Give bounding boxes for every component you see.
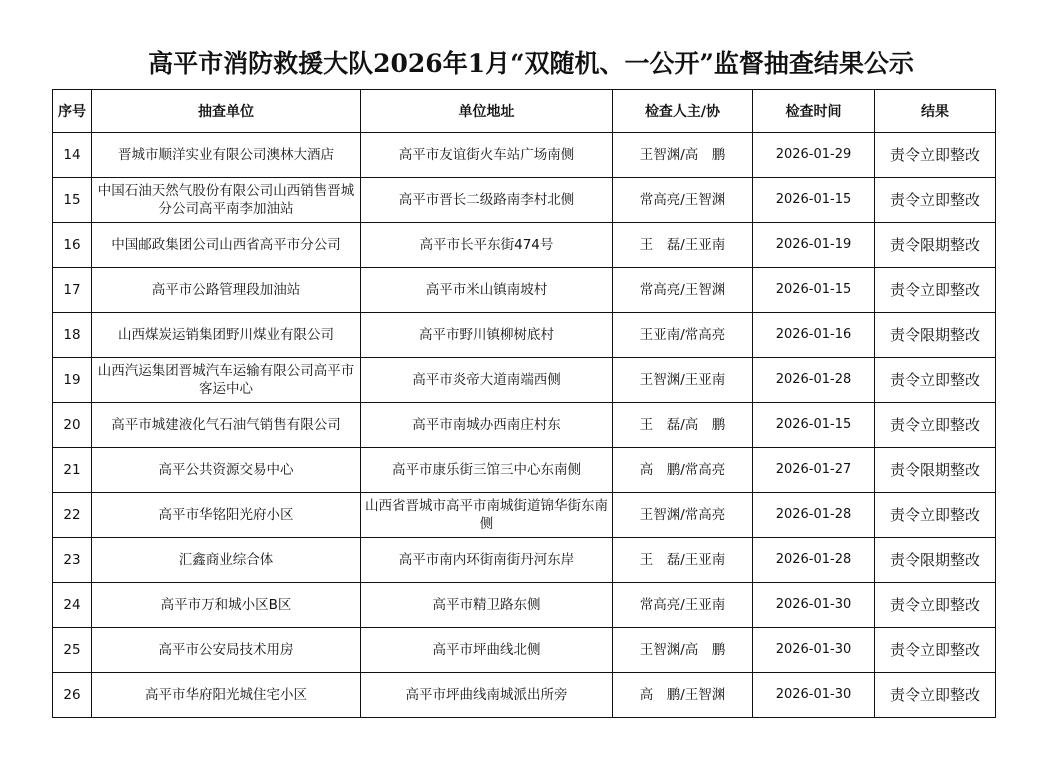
- inspection-results-table: [52, 89, 996, 718]
- cell-inspectors: 王 磊/高 鹏: [613, 403, 753, 448]
- header-address: 单位地址: [361, 90, 613, 133]
- cell-unit: 高平市华铭阳光府小区: [92, 493, 361, 538]
- table-row: [53, 133, 996, 178]
- cell-address: 高平市米山镇南坡村: [361, 268, 613, 313]
- cell-result: 责令立即整改: [875, 403, 996, 448]
- header-result: 结果: [875, 90, 996, 133]
- cell-date: 2026-01-28: [753, 493, 875, 538]
- cell-address: 高平市炎帝大道南端西侧: [361, 358, 613, 403]
- table-row: [53, 268, 996, 313]
- header-date: 检查时间: [753, 90, 875, 133]
- cell-address: 高平市南城办西南庄村东: [361, 403, 613, 448]
- table-body: [53, 133, 996, 718]
- cell-inspectors: 高 鹏/王智渊: [613, 673, 753, 718]
- cell-unit: 高平公共资源交易中心: [92, 448, 361, 493]
- table-row: [53, 673, 996, 718]
- cell-result: 责令立即整改: [875, 133, 996, 178]
- cell-inspectors: 王智渊/高 鹏: [613, 133, 753, 178]
- cell-result: 责令立即整改: [875, 673, 996, 718]
- table-header-row: [53, 90, 996, 133]
- cell-index: 15: [53, 178, 92, 223]
- cell-inspectors: 王智渊/王亚南: [613, 358, 753, 403]
- cell-result: 责令限期整改: [875, 313, 996, 358]
- cell-inspectors: 常高亮/王亚南: [613, 583, 753, 628]
- cell-result: 责令立即整改: [875, 178, 996, 223]
- cell-index: 18: [53, 313, 92, 358]
- header-index: 序号: [53, 90, 92, 133]
- cell-unit: 高平市公路管理段加油站: [92, 268, 361, 313]
- cell-date: 2026-01-27: [753, 448, 875, 493]
- cell-index: 23: [53, 538, 92, 583]
- table-row: [53, 628, 996, 673]
- table-row: [53, 403, 996, 448]
- cell-inspectors: 王 磊/王亚南: [613, 538, 753, 583]
- table-row: [53, 313, 996, 358]
- cell-address: 高平市坪曲线南城派出所旁: [361, 673, 613, 718]
- table-row: [53, 583, 996, 628]
- cell-date: 2026-01-19: [753, 223, 875, 268]
- cell-address: 高平市坪曲线北侧: [361, 628, 613, 673]
- table-row: [53, 223, 996, 268]
- cell-inspectors: 王亚南/常高亮: [613, 313, 753, 358]
- cell-result: 责令立即整改: [875, 358, 996, 403]
- cell-index: 20: [53, 403, 92, 448]
- cell-index: 25: [53, 628, 92, 673]
- cell-address: 高平市康乐街三馆三中心东南侧: [361, 448, 613, 493]
- table-row: [53, 178, 996, 223]
- cell-address: 高平市长平东街474号: [361, 223, 613, 268]
- cell-date: 2026-01-30: [753, 583, 875, 628]
- table-row: [53, 493, 996, 538]
- cell-unit: 高平市华府阳光城住宅小区: [92, 673, 361, 718]
- cell-unit: 山西汽运集团晋城汽车运输有限公司高平市客运中心: [92, 358, 361, 403]
- cell-inspectors: 常高亮/王智渊: [613, 178, 753, 223]
- cell-index: 14: [53, 133, 92, 178]
- cell-index: 16: [53, 223, 92, 268]
- cell-date: 2026-01-30: [753, 673, 875, 718]
- cell-unit: 中国邮政集团公司山西省高平市分公司: [92, 223, 361, 268]
- cell-unit: 高平市万和城小区B区: [92, 583, 361, 628]
- cell-date: 2026-01-28: [753, 358, 875, 403]
- cell-date: 2026-01-15: [753, 178, 875, 223]
- cell-unit: 汇鑫商业综合体: [92, 538, 361, 583]
- table-row: [53, 538, 996, 583]
- cell-index: 19: [53, 358, 92, 403]
- cell-result: 责令立即整改: [875, 583, 996, 628]
- cell-index: 24: [53, 583, 92, 628]
- cell-date: 2026-01-15: [753, 403, 875, 448]
- cell-inspectors: 王智渊/常高亮: [613, 493, 753, 538]
- table-row: [53, 358, 996, 403]
- cell-date: 2026-01-29: [753, 133, 875, 178]
- cell-result: 责令限期整改: [875, 538, 996, 583]
- cell-result: 责令限期整改: [875, 223, 996, 268]
- cell-date: 2026-01-28: [753, 538, 875, 583]
- cell-inspectors: 常高亮/王智渊: [613, 268, 753, 313]
- cell-unit: 中国石油天然气股份有限公司山西销售晋城分公司高平南李加油站: [92, 178, 361, 223]
- cell-address: 高平市晋长二级路南李村北侧: [361, 178, 613, 223]
- table-row: [53, 448, 996, 493]
- header-inspectors: 检查人主/协: [613, 90, 753, 133]
- cell-unit: 高平市公安局技术用房: [92, 628, 361, 673]
- cell-result: 责令立即整改: [875, 493, 996, 538]
- page-title: 高平市消防救援大队2026年1月“双随机、一公开”监督抽查结果公示: [148, 49, 914, 78]
- cell-address: 高平市野川镇柳树底村: [361, 313, 613, 358]
- cell-inspectors: 高 鹏/常高亮: [613, 448, 753, 493]
- cell-result: 责令限期整改: [875, 448, 996, 493]
- cell-inspectors: 王 磊/王亚南: [613, 223, 753, 268]
- cell-address: 山西省晋城市高平市南城街道锦华街东南侧: [361, 493, 613, 538]
- cell-result: 责令立即整改: [875, 628, 996, 673]
- header-unit: 抽查单位: [92, 90, 361, 133]
- cell-index: 21: [53, 448, 92, 493]
- cell-index: 26: [53, 673, 92, 718]
- cell-inspectors: 王智渊/高 鹏: [613, 628, 753, 673]
- cell-index: 22: [53, 493, 92, 538]
- cell-date: 2026-01-16: [753, 313, 875, 358]
- cell-unit: 山西煤炭运销集团野川煤业有限公司: [92, 313, 361, 358]
- cell-unit: 高平市城建液化气石油气销售有限公司: [92, 403, 361, 448]
- cell-date: 2026-01-30: [753, 628, 875, 673]
- cell-result: 责令立即整改: [875, 268, 996, 313]
- cell-unit: 晋城市顺洋实业有限公司澳林大酒店: [92, 133, 361, 178]
- cell-address: 高平市精卫路东侧: [361, 583, 613, 628]
- cell-index: 17: [53, 268, 92, 313]
- cell-address: 高平市友谊街火车站广场南侧: [361, 133, 613, 178]
- cell-address: 高平市南内环街南街丹河东岸: [361, 538, 613, 583]
- cell-date: 2026-01-15: [753, 268, 875, 313]
